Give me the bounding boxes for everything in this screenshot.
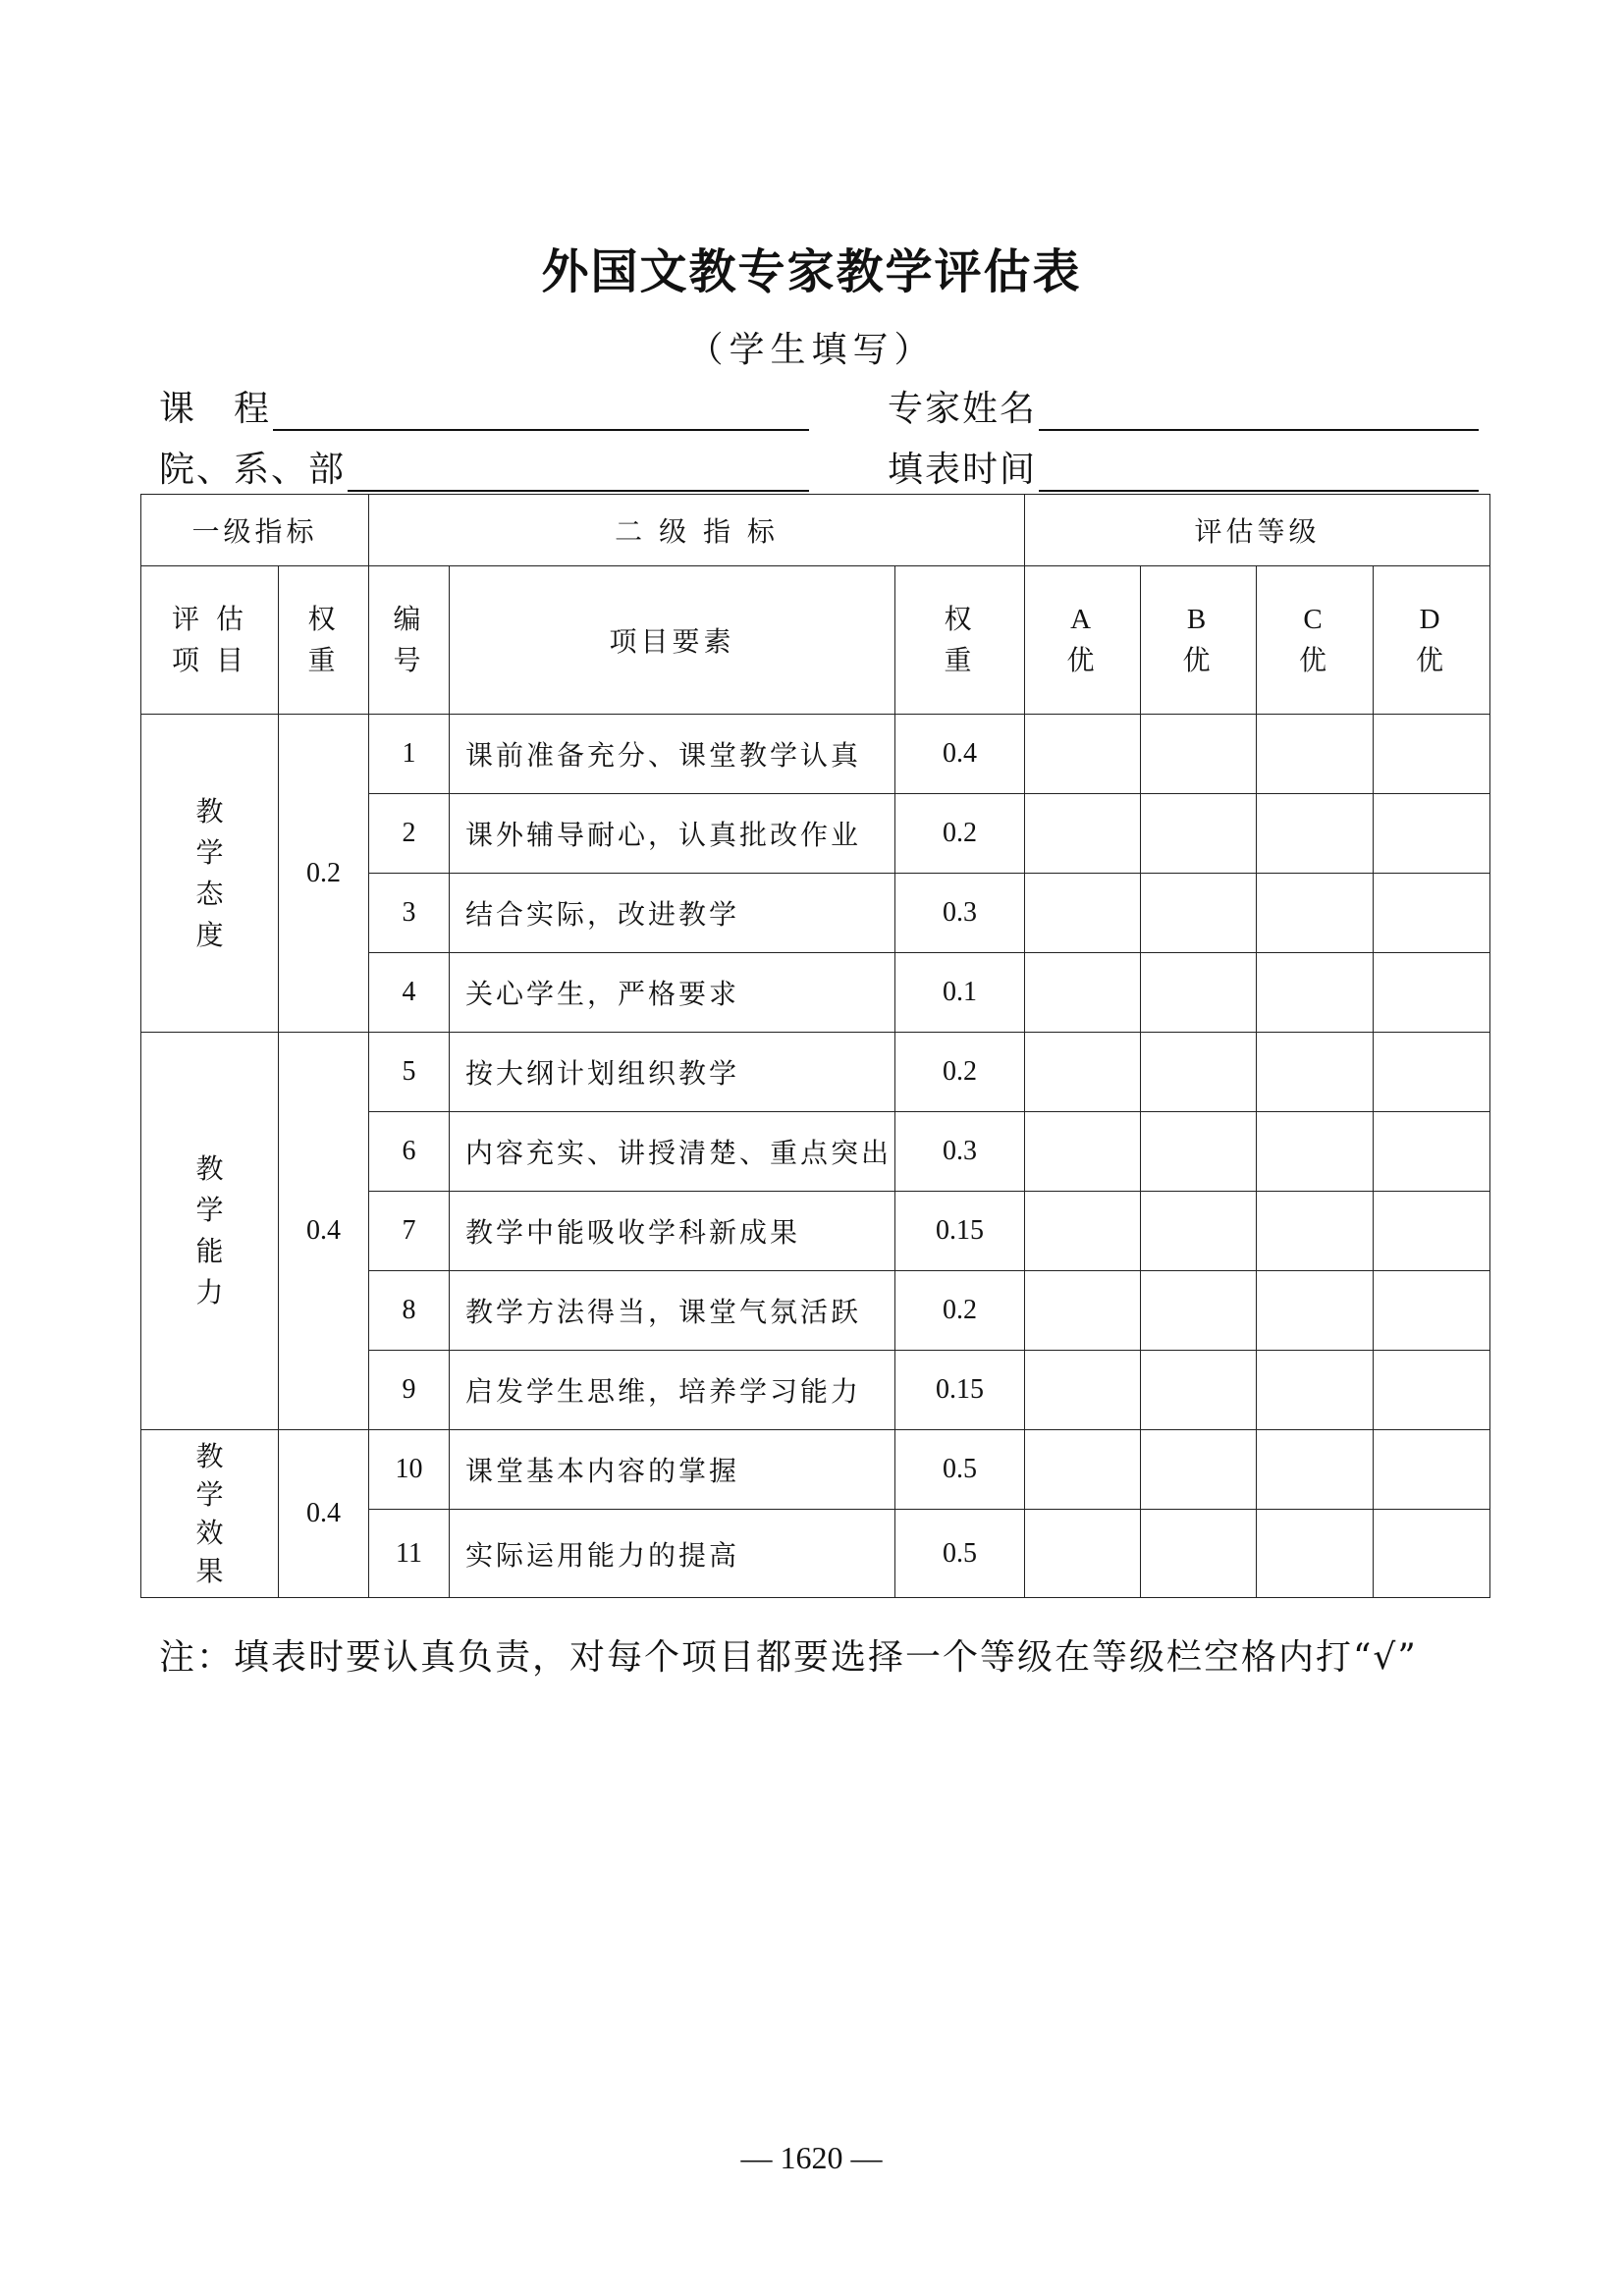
grade-d-cell[interactable] — [1374, 1112, 1490, 1192]
grade-a-cell[interactable] — [1025, 953, 1141, 1033]
footnote: 注：填表时要认真负责，对每个项目都要选择一个等级在等级栏空格内打“√” — [159, 1637, 1418, 1678]
grade-a-cell[interactable] — [1025, 874, 1141, 953]
evaluation-table — [140, 494, 1490, 1598]
grade-d-cell[interactable] — [1374, 1033, 1490, 1112]
row-weight: 0.5 — [895, 1430, 1025, 1510]
grade-d-cell[interactable] — [1374, 1351, 1490, 1430]
row-item: 实际运用能力的提高 — [450, 1510, 895, 1598]
row-item: 课外辅导耐心，认真批改作业 — [450, 794, 895, 874]
page-number: — 1620 — — [740, 2140, 883, 2175]
item-elements-header: 项目要素 — [450, 566, 895, 715]
grade-b-cell[interactable] — [1141, 1510, 1257, 1598]
row-item: 结合实际，改进教学 — [450, 874, 895, 953]
grade-c-cell[interactable] — [1257, 874, 1374, 953]
grade-a-cell[interactable] — [1025, 1430, 1141, 1510]
grade-a-cell[interactable] — [1025, 1271, 1141, 1351]
grade-b-cell[interactable] — [1141, 874, 1257, 953]
grade-b-cell[interactable] — [1141, 1271, 1257, 1351]
grade-header: 评估等级 — [1025, 495, 1490, 566]
grade-c-cell[interactable] — [1257, 794, 1374, 874]
fill-time-label: 填表时间 — [888, 450, 1038, 490]
grade-a-cell[interactable] — [1025, 1112, 1141, 1192]
grade-a-cell[interactable] — [1025, 1192, 1141, 1271]
grade-a-cell[interactable] — [1025, 1033, 1141, 1112]
grade-d-cell[interactable] — [1374, 715, 1490, 794]
row-number: 2 — [369, 794, 450, 874]
grade-d-header: D 优 — [1374, 566, 1490, 715]
grade-d-cell[interactable] — [1374, 794, 1490, 874]
row-number: 3 — [369, 874, 450, 953]
page-title: 外国文教专家教学评估表 — [541, 244, 1082, 299]
grade-c-cell[interactable] — [1257, 1510, 1374, 1598]
grade-b-cell[interactable] — [1141, 1192, 1257, 1271]
grade-b-header: B 优 — [1141, 566, 1257, 715]
expert-name-label: 专家姓名 — [888, 389, 1038, 429]
eval-item-header: 评 估 项 目 — [141, 566, 279, 715]
grade-b-cell[interactable] — [1141, 1351, 1257, 1430]
grade-c-cell[interactable] — [1257, 1430, 1374, 1510]
row-item: 按大纲计划组织教学 — [450, 1033, 895, 1112]
grade-b-cell[interactable] — [1141, 794, 1257, 874]
group-label-attitude: 教 学 态 度 — [141, 715, 279, 1033]
grade-b-cell[interactable] — [1141, 953, 1257, 1033]
row-item: 课堂基本内容的掌握 — [450, 1430, 895, 1510]
level1-header: 一级指标 — [141, 495, 369, 566]
grade-a-cell[interactable] — [1025, 1351, 1141, 1430]
row-item: 关心学生，严格要求 — [450, 953, 895, 1033]
row-number: 10 — [369, 1430, 450, 1510]
row-item: 教学中能吸收学科新成果 — [450, 1192, 895, 1271]
row-item: 启发学生思维，培养学习能力 — [450, 1351, 895, 1430]
grade-d-cell[interactable] — [1374, 953, 1490, 1033]
grade-c-cell[interactable] — [1257, 1033, 1374, 1112]
group-label-effect: 教 学 效 果 — [141, 1430, 279, 1598]
row-number: 5 — [369, 1033, 450, 1112]
group-label-ability: 教 学 能 力 — [141, 1033, 279, 1430]
grade-c-cell[interactable] — [1257, 1271, 1374, 1351]
group-weight: 0.2 — [279, 715, 369, 1033]
grade-c-cell[interactable] — [1257, 1351, 1374, 1430]
department-label: 院、系、部 — [159, 450, 347, 490]
grade-b-cell[interactable] — [1141, 715, 1257, 794]
group-weight: 0.4 — [279, 1430, 369, 1598]
grade-b-cell[interactable] — [1141, 1112, 1257, 1192]
row-weight: 0.3 — [895, 1112, 1025, 1192]
grade-b-cell[interactable] — [1141, 1430, 1257, 1510]
row-item: 教学方法得当，课堂气氛活跃 — [450, 1271, 895, 1351]
row-weight: 0.2 — [895, 1033, 1025, 1112]
grade-a-cell[interactable] — [1025, 1510, 1141, 1598]
row-item: 课前准备充分、课堂教学认真 — [450, 715, 895, 794]
grade-c-cell[interactable] — [1257, 1192, 1374, 1271]
row-weight: 0.2 — [895, 1271, 1025, 1351]
grade-c-cell[interactable] — [1257, 715, 1374, 794]
weight2-header: 权 重 — [895, 566, 1025, 715]
grade-d-cell[interactable] — [1374, 1271, 1490, 1351]
fill-time-field — [888, 442, 1479, 492]
table-row — [141, 715, 1490, 794]
weight1-header: 权 重 — [279, 566, 369, 715]
page-subtitle: （学生填写） — [687, 330, 936, 370]
grade-b-cell[interactable] — [1141, 1033, 1257, 1112]
row-number: 8 — [369, 1271, 450, 1351]
grade-a-cell[interactable] — [1025, 715, 1141, 794]
group-weight: 0.4 — [279, 1033, 369, 1430]
expert-name-field — [888, 381, 1479, 431]
grade-d-cell[interactable] — [1374, 1510, 1490, 1598]
grade-d-cell[interactable] — [1374, 1430, 1490, 1510]
course-blank[interactable] — [273, 394, 809, 431]
row-number: 7 — [369, 1192, 450, 1271]
table-row — [141, 1430, 1490, 1510]
expert-name-blank[interactable] — [1039, 394, 1479, 431]
table-row — [141, 1033, 1490, 1112]
row-number: 6 — [369, 1112, 450, 1192]
grade-c-cell[interactable] — [1257, 953, 1374, 1033]
row-number: 4 — [369, 953, 450, 1033]
row-number: 9 — [369, 1351, 450, 1430]
grade-d-cell[interactable] — [1374, 1192, 1490, 1271]
grade-c-header: C 优 — [1257, 566, 1374, 715]
row-weight: 0.3 — [895, 874, 1025, 953]
course-label: 课 程 — [159, 389, 272, 429]
row-weight: 0.15 — [895, 1192, 1025, 1271]
row-number: 1 — [369, 715, 450, 794]
row-weight: 0.1 — [895, 953, 1025, 1033]
department-field — [159, 442, 809, 492]
level2-header: 二 级 指 标 — [369, 495, 1025, 566]
code-header: 编 号 — [369, 566, 450, 715]
grade-d-cell[interactable] — [1374, 874, 1490, 953]
department-blank[interactable] — [348, 454, 809, 492]
row-weight: 0.15 — [895, 1351, 1025, 1430]
row-weight: 0.2 — [895, 794, 1025, 874]
grade-a-cell[interactable] — [1025, 794, 1141, 874]
course-field — [159, 381, 809, 431]
grade-c-cell[interactable] — [1257, 1112, 1374, 1192]
row-weight: 0.4 — [895, 715, 1025, 794]
fill-time-blank[interactable] — [1039, 454, 1479, 492]
row-weight: 0.5 — [895, 1510, 1025, 1598]
grade-a-header: A 优 — [1025, 566, 1141, 715]
row-number: 11 — [369, 1510, 450, 1598]
row-item: 内容充实、讲授清楚、重点突出 — [450, 1112, 895, 1192]
